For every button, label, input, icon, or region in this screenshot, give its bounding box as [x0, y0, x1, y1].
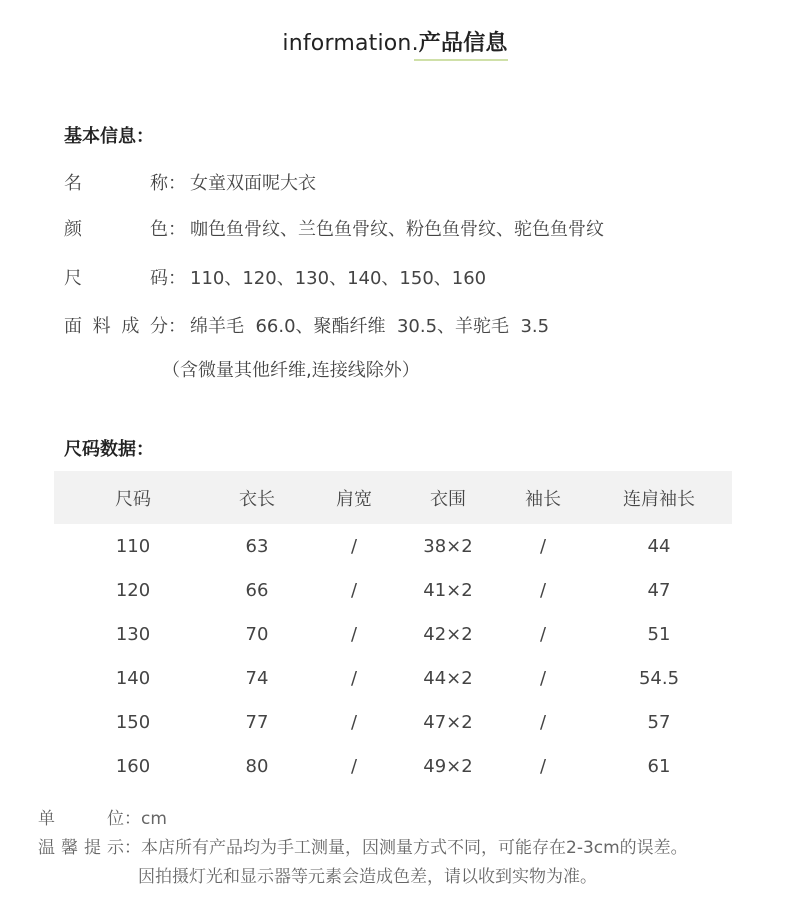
table-cell: /: [350, 711, 358, 733]
info-label-size: 尺码: [64, 268, 168, 289]
table-cell: /: [350, 535, 358, 557]
table-cell: /: [539, 755, 547, 777]
footer-unit-label: 单位: [38, 809, 124, 829]
table-cell: 57: [647, 711, 671, 733]
table-row: [54, 612, 732, 656]
fabric-note: （含微量其他纤维,连接线除外）: [162, 360, 420, 381]
column-header: 连肩袖长: [623, 488, 695, 510]
table-cell: /: [350, 755, 358, 777]
table-row: [54, 744, 732, 788]
info-label-name: 名称: [64, 173, 168, 194]
info-colon: ：: [168, 268, 186, 289]
table-cell: 110: [115, 535, 151, 557]
column-header: 尺码: [115, 488, 151, 510]
table-cell: /: [350, 579, 358, 601]
table-cell: /: [539, 711, 547, 733]
table-cell: 54.5: [638, 667, 680, 689]
page-title-wrap: [0, 26, 790, 57]
info-row-size: [64, 264, 486, 290]
table-cell: /: [539, 579, 547, 601]
footer-colon: ：: [124, 809, 141, 829]
column-header: 袖长: [525, 488, 561, 510]
table-cell: 80: [245, 755, 269, 777]
info-value-fabric: 绵羊毛 66.0、聚酯纤维 30.5、羊驼毛 3.5: [190, 316, 550, 337]
table-row: [54, 568, 732, 612]
column-header: 肩宽: [336, 488, 372, 510]
title-underline: [414, 59, 507, 61]
table-cell: 140: [115, 667, 151, 689]
info-value-name: 女童双面呢大衣: [190, 173, 316, 194]
table-cell: /: [539, 535, 547, 557]
column-header: 衣长: [239, 488, 275, 510]
table-cell: 38×2: [423, 535, 473, 557]
size-table-header: [54, 471, 732, 524]
info-colon: ：: [168, 316, 186, 337]
table-cell: 160: [115, 755, 151, 777]
table-cell: /: [539, 623, 547, 645]
size-data-heading: 尺码数据：: [64, 439, 154, 460]
table-cell: 70: [245, 623, 269, 645]
info-label-fabric: 面料成分: [64, 316, 168, 337]
size-table: [54, 471, 732, 788]
info-label-color: 颜色: [64, 219, 168, 240]
info-row-color: [64, 215, 604, 241]
table-cell: 44×2: [423, 667, 473, 689]
table-cell: /: [350, 623, 358, 645]
table-cell: 47: [647, 579, 671, 601]
table-cell: 74: [245, 667, 269, 689]
info-value-size: 110、120、130、140、150、160: [190, 268, 487, 289]
footer-tip-label: 温馨提示: [38, 838, 124, 858]
table-cell: 44: [647, 535, 671, 557]
footer-unit-value: cm: [141, 809, 167, 829]
info-row-fabric: [64, 312, 549, 338]
table-cell: 130: [115, 623, 151, 645]
footer-unit: [38, 804, 167, 829]
footer-tip-line1: 本店所有产品均为手工测量，因测量方式不同，可能存在2-3cm的误差。: [141, 838, 688, 858]
info-colon: ：: [168, 219, 186, 240]
table-cell: 49×2: [423, 755, 473, 777]
table-cell: 61: [647, 755, 671, 777]
table-cell: 120: [115, 579, 151, 601]
table-cell: 150: [115, 711, 151, 733]
table-cell: 63: [245, 535, 269, 557]
footer-tip: [38, 833, 688, 858]
table-row: [54, 656, 732, 700]
info-value-color: 咖色鱼骨纹、兰色鱼骨纹、粉色鱼骨纹、驼色鱼骨纹: [190, 219, 604, 240]
footer-tip-line2: 因拍摄灯光和显示器等元素会造成色差，请以收到实物为准。: [138, 867, 597, 887]
table-cell: 66: [245, 579, 269, 601]
table-cell: /: [539, 667, 547, 689]
footer-colon: ：: [124, 838, 141, 858]
table-cell: 51: [647, 623, 671, 645]
basic-info-heading: 基本信息：: [64, 126, 154, 147]
table-cell: 41×2: [423, 579, 473, 601]
table-cell: 47×2: [423, 711, 473, 733]
info-row-name: [64, 169, 316, 195]
table-cell: /: [350, 667, 358, 689]
title-en: information.: [282, 31, 419, 56]
table-cell: 77: [245, 711, 269, 733]
page-title: [282, 26, 507, 57]
title-cn: 产品信息: [418, 31, 508, 56]
column-header: 衣围: [430, 488, 466, 510]
table-row: [54, 524, 732, 568]
info-colon: ：: [168, 173, 186, 194]
table-row: [54, 700, 732, 744]
table-cell: 42×2: [423, 623, 473, 645]
